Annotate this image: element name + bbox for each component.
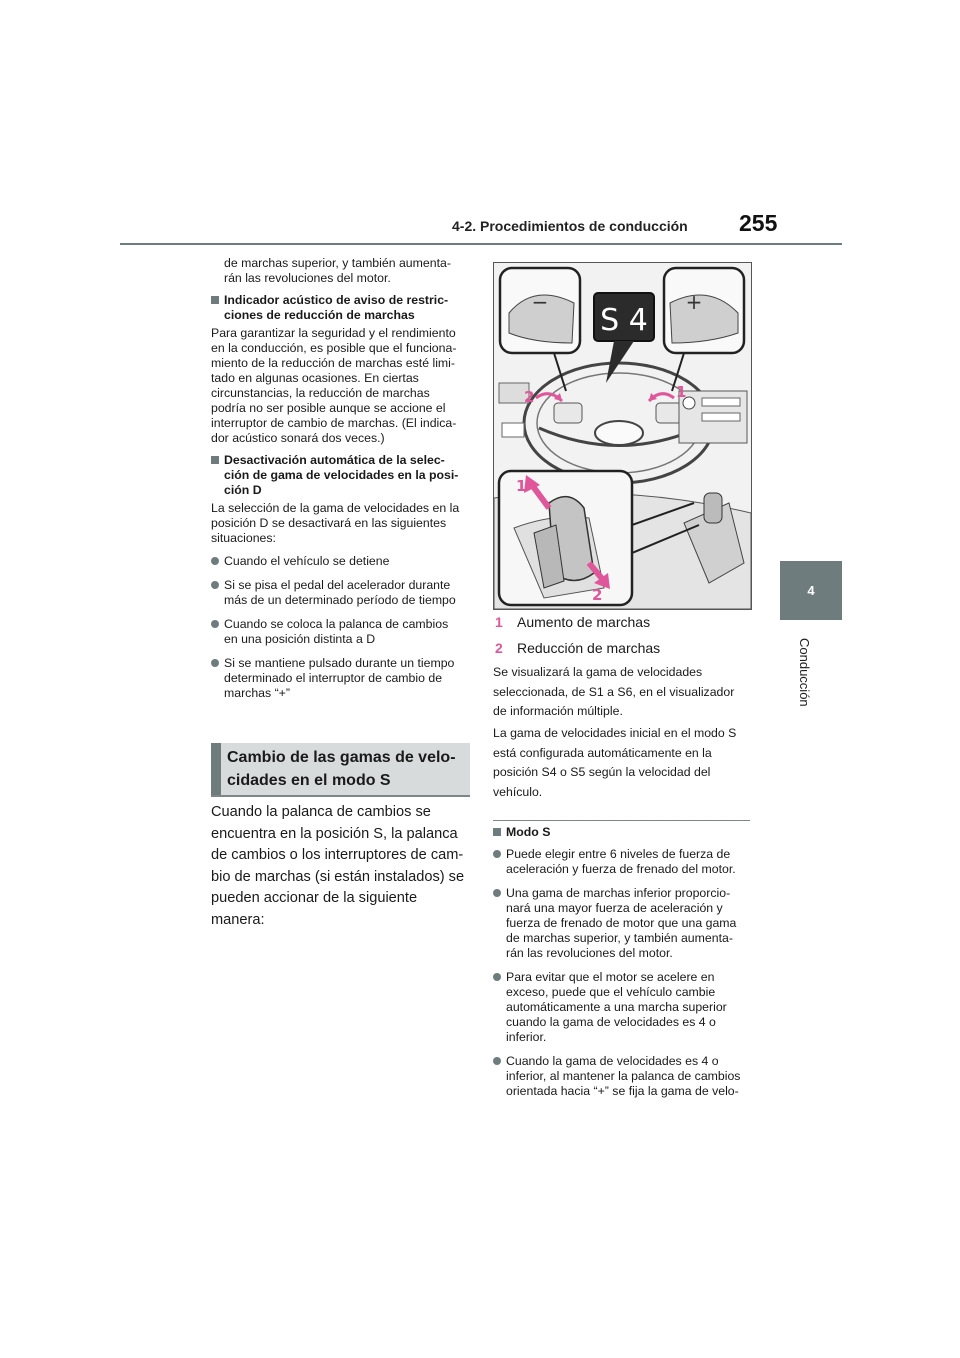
text-line: Cuando la gama de velocidades es 4 o (506, 1054, 719, 1068)
text-line: de cambios o los interruptores de cam- (211, 847, 464, 863)
text-line: circunstancias, la reducción de marchas (211, 386, 430, 400)
text-line: Si se pisa el pedal del acelerador durante (224, 578, 451, 592)
legend-number: 1 (495, 614, 503, 630)
text-line: tado en algunas ocasiones. En ciertas (211, 371, 419, 385)
list-item (493, 970, 750, 1045)
text-line: podría no ser posible aunque se accione el (211, 401, 446, 415)
left-column (211, 256, 470, 701)
text-line: fuerza de frenado de motor que una gama (506, 916, 737, 930)
right-paragraph-1 (493, 663, 750, 722)
callout-1-lever: 1 (516, 477, 527, 495)
text-line: Puede elegir entre 6 niveles de fuerza de (506, 847, 731, 861)
text-line: pueden accionar de la siguiente (211, 890, 418, 906)
subheading-acoustic-warning (211, 293, 470, 323)
text-line: vehículo. (493, 784, 543, 799)
callout-1-top: 1 (676, 383, 687, 401)
text-line: interruptor de cambio de marchas. (El indica- (211, 416, 457, 430)
text-line: más de un determinado período de tiempo (224, 593, 456, 607)
text-line: cidades en el modo S (227, 772, 391, 789)
legend-text: Aumento de marchas (517, 614, 651, 630)
text-line: dor acústico sonará dos veces.) (211, 431, 385, 445)
text-line: en la conducción, es posible que el funciona- (211, 341, 457, 355)
text-line: miento de la reducción de marchas esté limi- (211, 356, 455, 370)
large-paragraph (211, 802, 470, 931)
list-item (493, 886, 750, 961)
legend-text: Reducción de marchas (517, 640, 661, 656)
right-paragraph-2 (493, 724, 750, 802)
figure-gear-shift (493, 262, 752, 610)
gear-display-text: S 4 (600, 303, 648, 338)
text-line: exceso, puede que el vehículo cambie (506, 985, 716, 999)
text-line: posición S4 o S5 según la velocidad del (493, 765, 711, 779)
text-line: determinado el interruptor de cambio de (224, 671, 443, 685)
text-line: Si se mantiene pulsado durante un tiempo (224, 656, 455, 670)
callout-2-top: 2 (524, 388, 535, 406)
legend-number: 2 (495, 640, 503, 656)
text-line: automáticamente a una marcha superior (506, 1000, 727, 1014)
text-line: Cuando se coloca la palanca de cambios (224, 617, 449, 631)
text-line: Para evitar que el motor se acelere en (506, 970, 715, 984)
text-line: Una gama de marchas inferior proporcio- (506, 886, 731, 900)
text-line: inferior. (506, 1030, 547, 1044)
text-line: Cuando la palanca de cambios se (211, 804, 431, 820)
list-item (493, 1054, 750, 1099)
divider (493, 820, 750, 821)
text-line: rán las revoluciones del motor. (224, 271, 391, 285)
text-line: Para garantizar la seguridad y el rendimiento (211, 326, 456, 340)
section-heading-box (211, 743, 470, 797)
text-line: ciones de reducción de marchas (224, 308, 415, 322)
legend-item-downshift (493, 639, 660, 657)
subheading-auto-deactivation (211, 453, 470, 498)
callout-2-lever: 2 (592, 586, 603, 604)
paragraph-deactivation (211, 501, 470, 546)
text-line: orientada hacia “+” se fija la gama de velo- (506, 1084, 739, 1098)
text-line: Cuando el vehículo se detiene (224, 554, 390, 568)
text-line: cuando la gama de velocidades es 4 o (506, 1015, 716, 1029)
chapter-number: 4 (807, 583, 815, 598)
paragraph-acoustic (211, 326, 470, 446)
text-line: Modo S (506, 825, 551, 839)
header-rule (120, 243, 842, 245)
list-item (211, 617, 470, 647)
plus-label: + (685, 290, 703, 314)
text-line: posición D se desactivará en las siguientes (211, 516, 447, 530)
legend-item-upshift (493, 613, 650, 631)
text-line: Cambio de las gamas de velo- (227, 749, 456, 766)
page-number: 255 (739, 210, 778, 236)
text-line: bio de marchas (si están instalados) se (211, 868, 465, 885)
section-heading-bar (211, 743, 221, 795)
text-line: nará una mayor fuerza de aceleración y (506, 901, 723, 915)
text-line: encuentra en la posición S, la palanca (211, 825, 458, 842)
continued-text (211, 256, 470, 286)
right-notes (493, 825, 750, 1099)
text-line: inferior, al mantener la palanca de cambios (506, 1069, 741, 1083)
chapter-tab[interactable] (780, 561, 842, 620)
text-line: marchas “+” (224, 686, 290, 700)
chapter-label: Conducción (797, 638, 812, 707)
list-item (211, 578, 470, 608)
text-line: manera: (211, 911, 265, 928)
text-line: aceleración y fuerza de frenado del motor. (506, 862, 736, 876)
text-line: de información múltiple. (493, 704, 623, 718)
text-line: está configurada automáticamente en la (493, 745, 712, 760)
text-line: Indicador acústico de aviso de restric- (224, 293, 449, 307)
text-line: La gama de velocidades inicial en el modo S (493, 726, 737, 740)
text-line: ción D (224, 483, 262, 497)
list-item (493, 847, 750, 877)
figure-illustration (494, 263, 751, 609)
list-item (211, 554, 470, 569)
text-line: de marchas superior, y también aumenta- (224, 256, 451, 270)
text-line: de marchas superior, y también aumenta- (506, 931, 733, 945)
subheading-mode-s (493, 825, 750, 840)
text-line: ción de gama de velocidades en la posi- (224, 468, 459, 482)
text-line: Se visualizará la gama de velocidades (493, 665, 703, 679)
text-line: situaciones: (211, 531, 276, 545)
text-line: en una posición distinta a D (224, 632, 376, 646)
list-item (211, 656, 470, 701)
text-line: La selección de la gama de velocidades en la (211, 501, 460, 515)
minus-label: − (531, 290, 549, 314)
section-title-header: 4-2. Procedimientos de conducción (452, 218, 688, 234)
text-line: Desactivación automática de la selec- (224, 453, 445, 467)
text-line: seleccionada, de S1 a S6, en el visualizador (493, 684, 735, 699)
section-heading (227, 746, 463, 792)
text-line: rán las revoluciones del motor. (506, 946, 673, 960)
